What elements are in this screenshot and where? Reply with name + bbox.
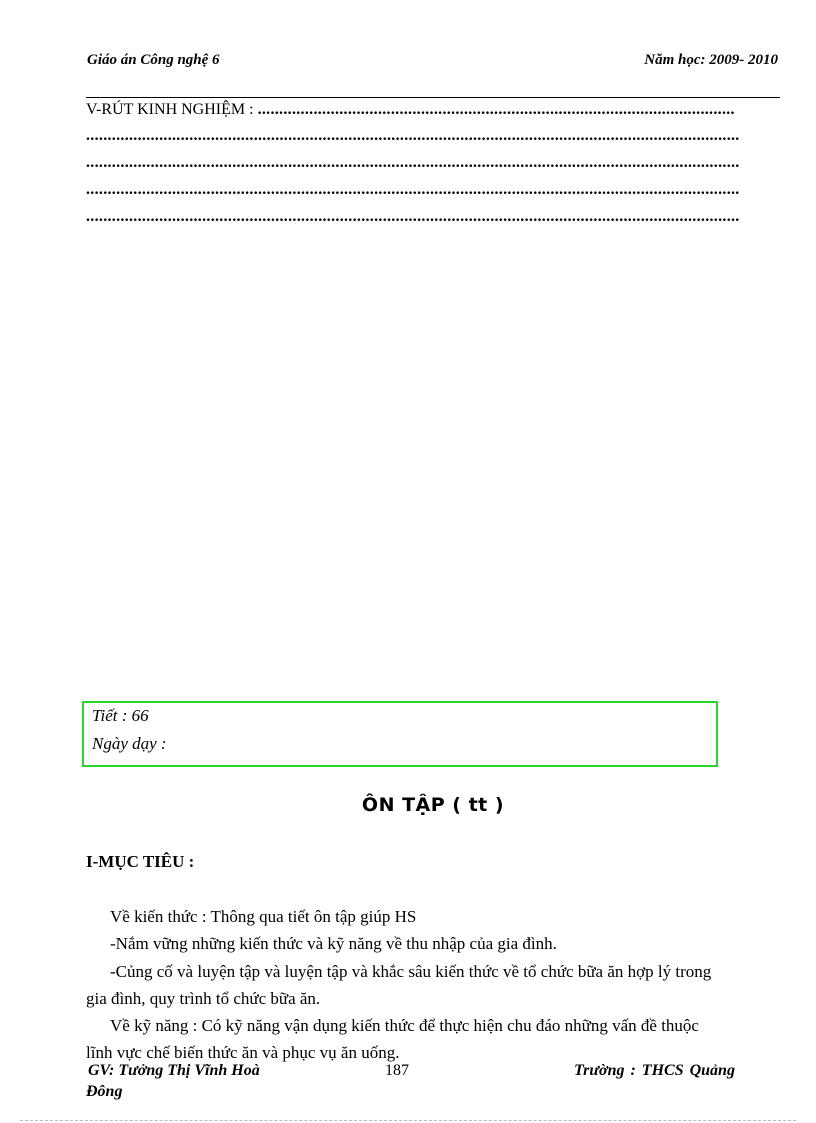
lesson-info-box xyxy=(82,701,718,767)
rut-kinh-nghiem-heading-line xyxy=(86,101,735,119)
rut-kinh-nghiem-heading: V-RÚT KINH NGHIỆM : xyxy=(86,101,254,118)
header-left: Giáo án Công nghệ 6 xyxy=(87,52,220,68)
section-title: I-MỤC TIÊU : xyxy=(86,852,195,871)
dot-line: ........................................................................................................................................................ xyxy=(86,127,740,144)
footer-page-number: 187 xyxy=(385,1062,409,1079)
page-bottom-rule xyxy=(20,1120,796,1121)
dot-line: ........................................................................................................................................................ xyxy=(86,154,740,171)
ngay-day-label: Ngày dạy : xyxy=(92,734,167,753)
header-rule xyxy=(86,97,780,98)
body-line: -Nắm vững những kiến thức và kỹ năng về thu nhập của gia đình. xyxy=(110,934,557,953)
dot-line: ........................................................................................................................................................ xyxy=(86,208,740,225)
body-line: -Củng cố và luyện tập và luyện tập và khắc sâu kiến thức về tổ chức bữa ăn hợp lý trong xyxy=(110,962,712,981)
dot-line: ........................................................................................................................................................ xyxy=(86,181,740,198)
body-line: gia đình, quy trình tổ chức bữa ăn. xyxy=(86,989,321,1008)
lesson-title: ÔN TẬP ( tt ) xyxy=(361,794,505,816)
footer-school-continued: Đông xyxy=(86,1083,123,1100)
footer-school: Trường : THCS Quảng xyxy=(574,1062,735,1079)
body-line: Về kỹ năng : Có kỹ năng vận dụng kiến thức để thực hiện chu đáo những vấn đề thuộc xyxy=(110,1016,699,1035)
body-line: lĩnh vực chế biến thức ăn và phục vụ ăn uống. xyxy=(86,1043,400,1062)
header-right: Năm học: 2009- 2010 xyxy=(644,52,778,68)
tiet-label: Tiết : 66 xyxy=(92,706,149,725)
rut-kinh-nghiem-heading-dots: ............................................................................................................... xyxy=(257,101,735,118)
footer-teacher: GV: Tưởng Thị Vĩnh Hoà xyxy=(88,1062,260,1079)
body-line: Về kiến thức : Thông qua tiết ôn tập giúp HS xyxy=(110,907,417,926)
